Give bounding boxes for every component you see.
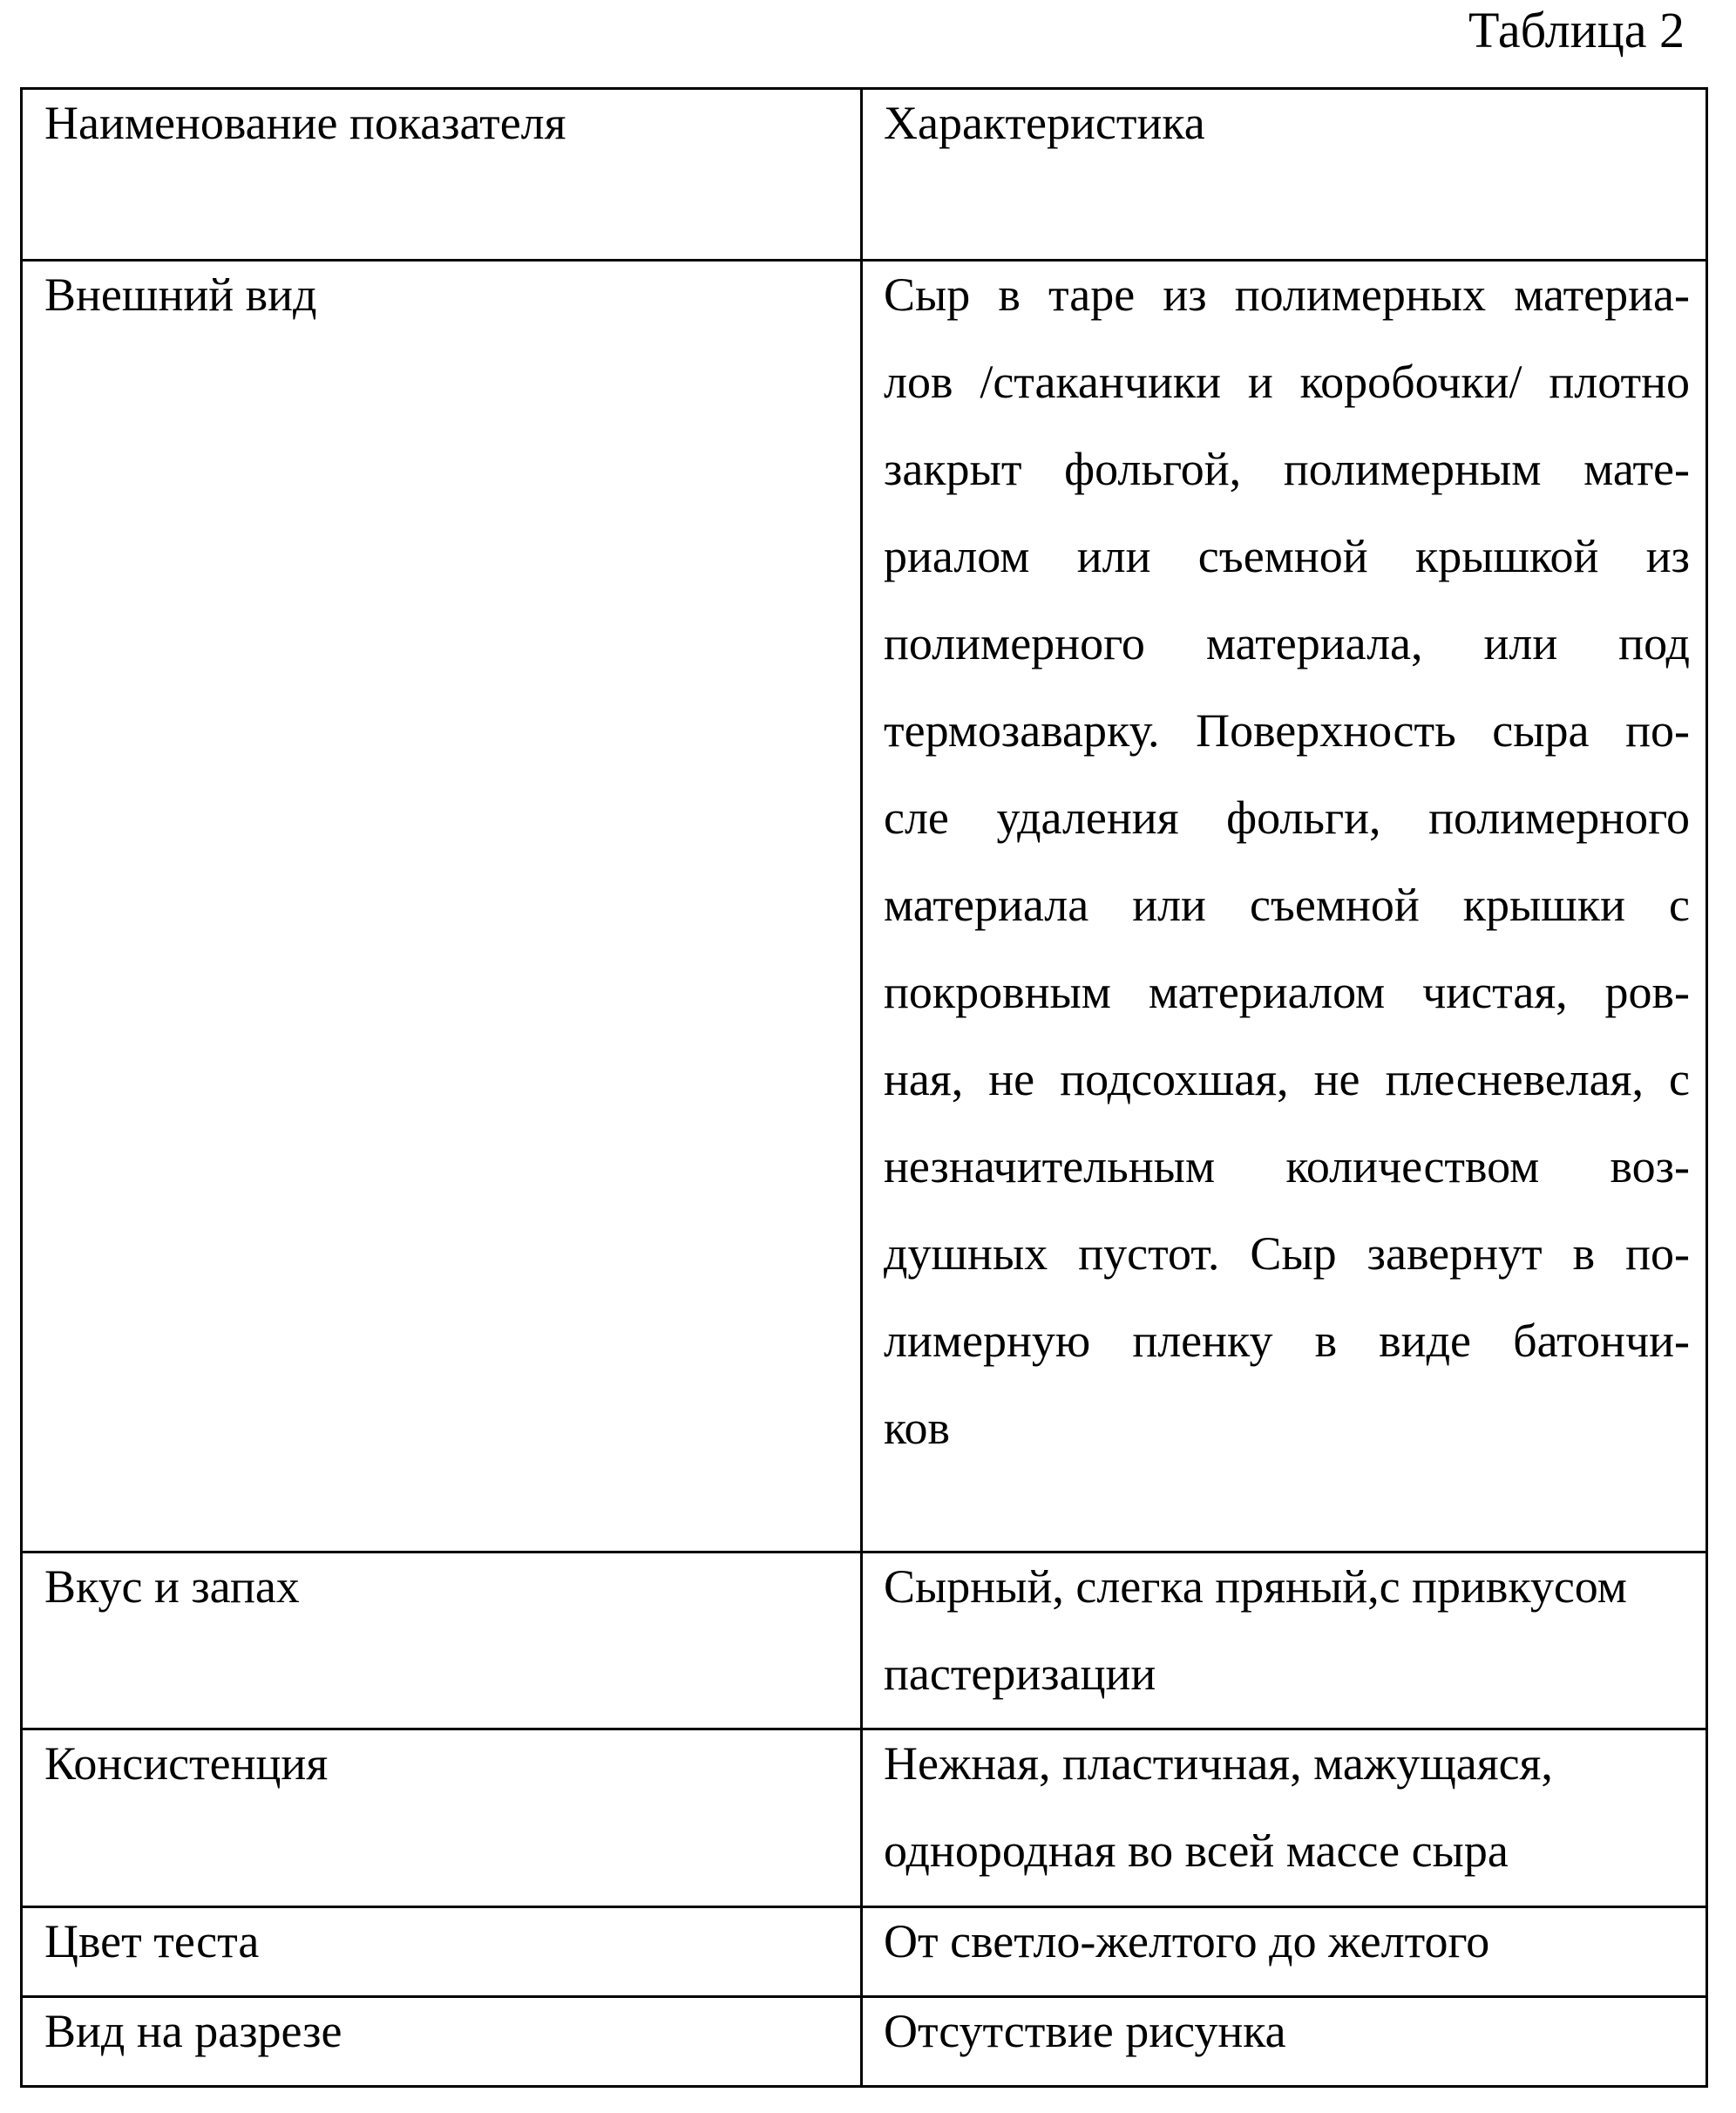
indicator-name: Внешний вид — [44, 261, 860, 339]
table-row — [22, 261, 1707, 1552]
characteristic-line: сле удаления фольги, полимерного — [884, 774, 1690, 861]
table-header-row — [22, 89, 1707, 261]
header-indicator-label: Наименование показателя — [44, 89, 860, 167]
characteristic-line: пастеризации — [884, 1630, 1690, 1717]
header-characteristic-label: Характеристика — [884, 89, 1690, 167]
characteristic-cell — [862, 1552, 1707, 1729]
characteristic-line: От светло-желтого до желтого — [884, 1907, 1690, 1986]
characteristic-line: ков — [884, 1384, 1690, 1471]
characteristic-line: Отсутствие рисунка — [884, 1997, 1690, 2076]
characteristic-line: лимерную пленку в виде батончи- — [884, 1297, 1690, 1384]
indicator-cell — [22, 1997, 862, 2087]
indicator-cell — [22, 1907, 862, 1997]
characteristic-line: Сырный, слегка пряный,с привкусом — [884, 1552, 1690, 1631]
indicator-cell — [22, 1552, 862, 1729]
table-caption: Таблица 2 — [1468, 0, 1685, 61]
table-row — [22, 1997, 1707, 2087]
indicator-name: Вкус и запах — [44, 1552, 860, 1631]
indicator-name: Вид на разрезе — [44, 1997, 860, 2076]
characteristic-line: Сыр в таре из полимерных материа- — [884, 261, 1690, 339]
header-cell-characteristic — [862, 89, 1707, 261]
characteristics-table — [20, 87, 1708, 2088]
characteristic-line: ная, не подсохшая, не плесневелая, с — [884, 1036, 1690, 1123]
characteristic-line: риалом или съемной крышкой из — [884, 513, 1690, 600]
indicator-name: Цвет теста — [44, 1907, 860, 1986]
characteristic-line: лов /стаканчики и коробочки/ плотно — [884, 338, 1690, 425]
characteristic-line: душных пустот. Сыр завернут в по- — [884, 1210, 1690, 1297]
characteristic-line: термозаварку. Поверхность сыра по- — [884, 687, 1690, 774]
characteristic-line: покровным материалом чистая, ров- — [884, 948, 1690, 1036]
table-row — [22, 1552, 1707, 1729]
characteristic-cell — [862, 261, 1707, 1552]
characteristic-line: материала или съемной крышки с — [884, 861, 1690, 948]
characteristic-line: полимерного материала, или под — [884, 600, 1690, 687]
characteristic-line: закрыт фольгой, полимерным мате- — [884, 425, 1690, 513]
characteristic-cell — [862, 1729, 1707, 1907]
characteristic-cell — [862, 1907, 1707, 1997]
indicator-cell — [22, 1729, 862, 1907]
characteristic-line: Нежная, пластичная, мажущаяся, — [884, 1729, 1690, 1808]
characteristic-cell — [862, 1997, 1707, 2087]
indicator-name: Консистенция — [44, 1729, 860, 1808]
characteristic-line: незначительным количеством воз- — [884, 1123, 1690, 1210]
header-cell-indicator — [22, 89, 862, 261]
characteristic-line: однородная во всей массе сыра — [884, 1807, 1690, 1894]
indicator-cell — [22, 261, 862, 1552]
table-row — [22, 1907, 1707, 1997]
table-row — [22, 1729, 1707, 1907]
